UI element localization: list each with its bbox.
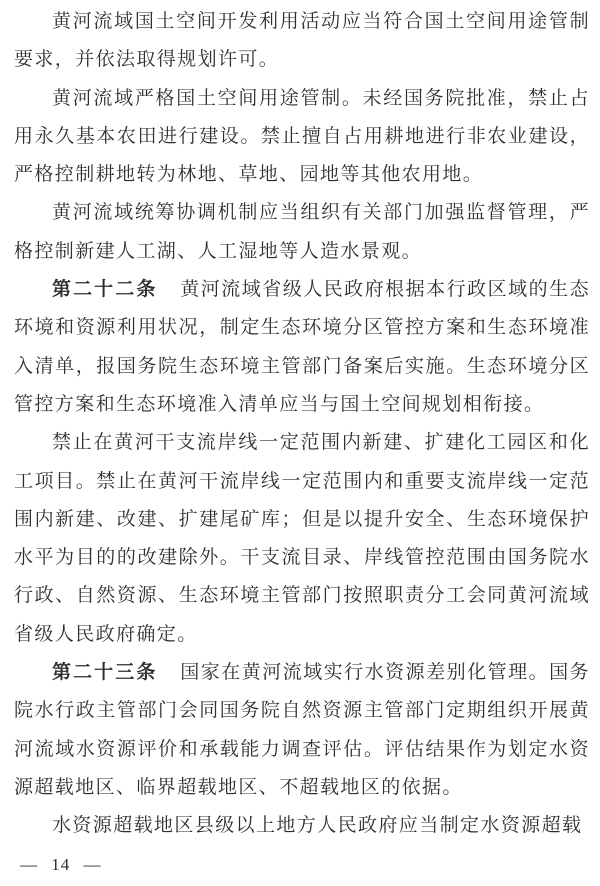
paragraph-article-22: [14, 271, 590, 424]
paragraph-text: 黄河流域严格国土空间用途管制。未经国务院批准，禁止占用永久基本农田进行建设。禁止擅自占用耕地进行非农业建设，严格控制耕地转为林地、草地、园地等其他农用地。: [14, 87, 590, 186]
paragraph-text: 黄河流域省级人民政府根据本行政区域的生态环境和资源利用状况，制定生态环境分区管控方案和生态环境准入清单，报国务院生态环境主管部门备案后实施。生态环境分区管控方案和生态环境准入清单应当与国土空间规划相衔接。: [14, 279, 590, 415]
paragraph-article-23: [14, 654, 590, 807]
paragraph: [14, 424, 590, 654]
page-number: — 14 —: [20, 855, 102, 874]
paragraph-text: 国家在黄河流域实行水资源差别化管理。国务院水行政主管部门会同国务院自然资源主管部门定期组织开展黄河流域水资源评价和承载能力调查评估。评估结果作为划定水资源超载地区、临界超载地区、不超载地区的依据。: [14, 662, 590, 798]
paragraph-text: 禁止在黄河干支流岸线一定范围内新建、扩建化工园区和化工项目。禁止在黄河干流岸线一定范围内和重要支流岸线一定范围内新建、改建、扩建尾矿库；但是以提升安全、生态环境保护水平为目的的改建除外。干支流目录、岸线管控范围由国务院水行政、自然资源、生态环境主管部门按照职责分工会同黄河流域省级人民政府确定。: [14, 432, 590, 645]
paragraph-text: 黄河流域国土空间开发利用活动应当符合国土空间用途管制要求，并依法取得规划许可。: [14, 11, 590, 71]
paragraph-text: 水资源超载地区县级以上地方人民政府应当制定水资源超载: [52, 815, 583, 837]
paragraph: [14, 3, 590, 80]
article-number: 第二十二条: [52, 279, 158, 301]
paragraph-text: 黄河流域统筹协调机制应当组织有关部门加强监督管理，严格控制新建人工湖、人工湿地等人造水景观。: [14, 202, 590, 262]
paragraph: [14, 80, 590, 195]
paragraph: [14, 194, 590, 271]
article-number: 第二十三条: [52, 662, 158, 684]
paragraph: [14, 807, 590, 845]
